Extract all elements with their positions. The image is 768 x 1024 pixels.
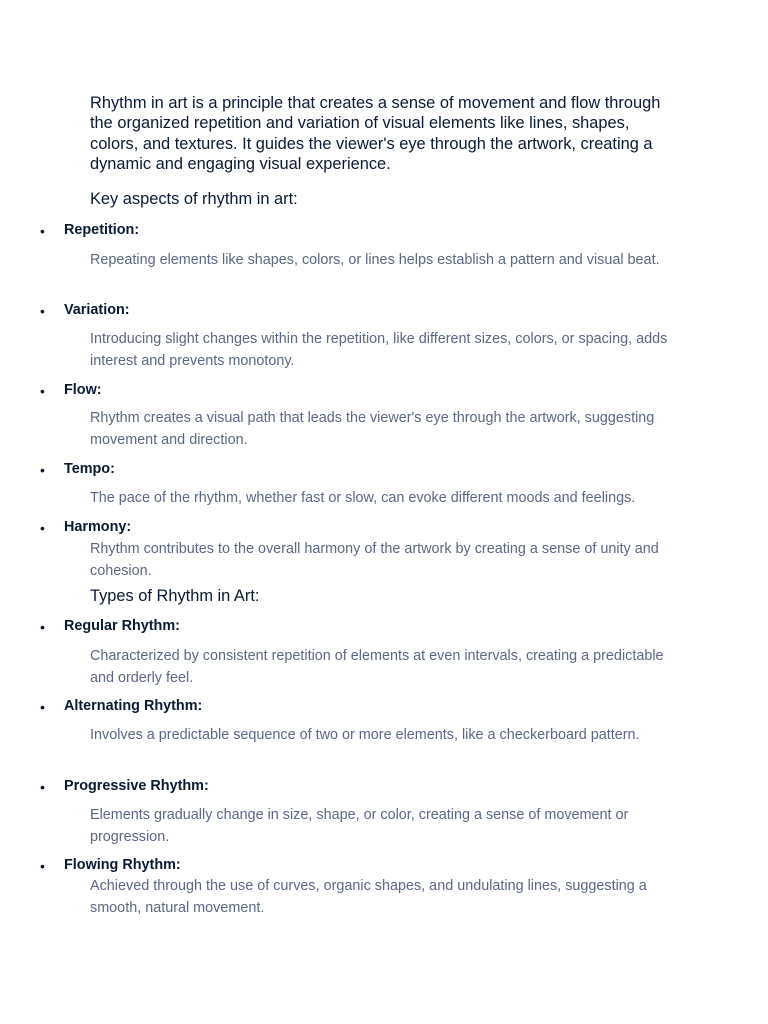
bullet-icon: • xyxy=(40,303,45,319)
type-term-regular: Regular Rhythm: xyxy=(64,618,180,634)
aspect-description-repetition: Repeating elements like shapes, colors, or lines helps establish a pattern and visual beat. xyxy=(90,252,660,268)
types-heading: Types of Rhythm in Art: xyxy=(90,587,260,605)
aspect-term-variation: Variation: xyxy=(64,302,130,318)
aspect-description-variation: Introducing slight changes within the repetition, like different sizes, colors, or spacing, adds interest and prevents monotony. xyxy=(90,331,668,369)
aspect-term-flow: Flow: xyxy=(64,382,102,398)
bullet-icon: • xyxy=(40,699,45,715)
type-term-alternating: Alternating Rhythm: xyxy=(64,698,203,714)
bullet-icon: • xyxy=(40,619,45,635)
key-aspects-heading: Key aspects of rhythm in art: xyxy=(90,190,298,208)
aspect-term-repetition: Repetition: xyxy=(64,222,140,238)
bullet-icon: • xyxy=(40,462,45,478)
type-term-progressive: Progressive Rhythm: xyxy=(64,778,209,794)
bullet-icon: • xyxy=(40,858,45,874)
aspect-description-tempo: The pace of the rhythm, whether fast or slow, can evoke different moods and feelings. xyxy=(90,490,636,506)
type-description-regular: Characterized by consistent repetition of elements at even intervals, creating a predictable and orderly feel. xyxy=(90,648,664,686)
type-description-progressive: Elements gradually change in size, shape, or color, creating a sense of movement or progression. xyxy=(90,807,629,845)
type-description-alternating: Involves a predictable sequence of two or more elements, like a checkerboard pattern. xyxy=(90,727,640,743)
bullet-icon: • xyxy=(40,383,45,399)
aspect-description-flow: Rhythm creates a visual path that leads the viewer's eye through the artwork, suggesting movement and direction. xyxy=(90,410,655,448)
bullet-icon: • xyxy=(40,779,45,795)
aspect-term-tempo: Tempo: xyxy=(64,461,115,477)
type-description-flowing: Achieved through the use of curves, organic shapes, and undulating lines, suggesting a smooth, natural movement. xyxy=(90,878,647,916)
aspect-description-harmony: Rhythm contributes to the overall harmony of the artwork by creating a sense of unity and cohesion. xyxy=(90,541,659,579)
bullet-icon: • xyxy=(40,223,45,239)
bullet-icon: • xyxy=(40,520,45,536)
intro-paragraph: Rhythm in art is a principle that creates a sense of movement and flow through the organized repetition and variation of visual elements like lines, shapes, colors, and textures. It guides the viewer's eye through the artwork, creating a dynamic and engaging visual experience. xyxy=(90,94,661,174)
aspect-term-harmony: Harmony: xyxy=(64,519,132,535)
type-term-flowing: Flowing Rhythm: xyxy=(64,857,181,873)
